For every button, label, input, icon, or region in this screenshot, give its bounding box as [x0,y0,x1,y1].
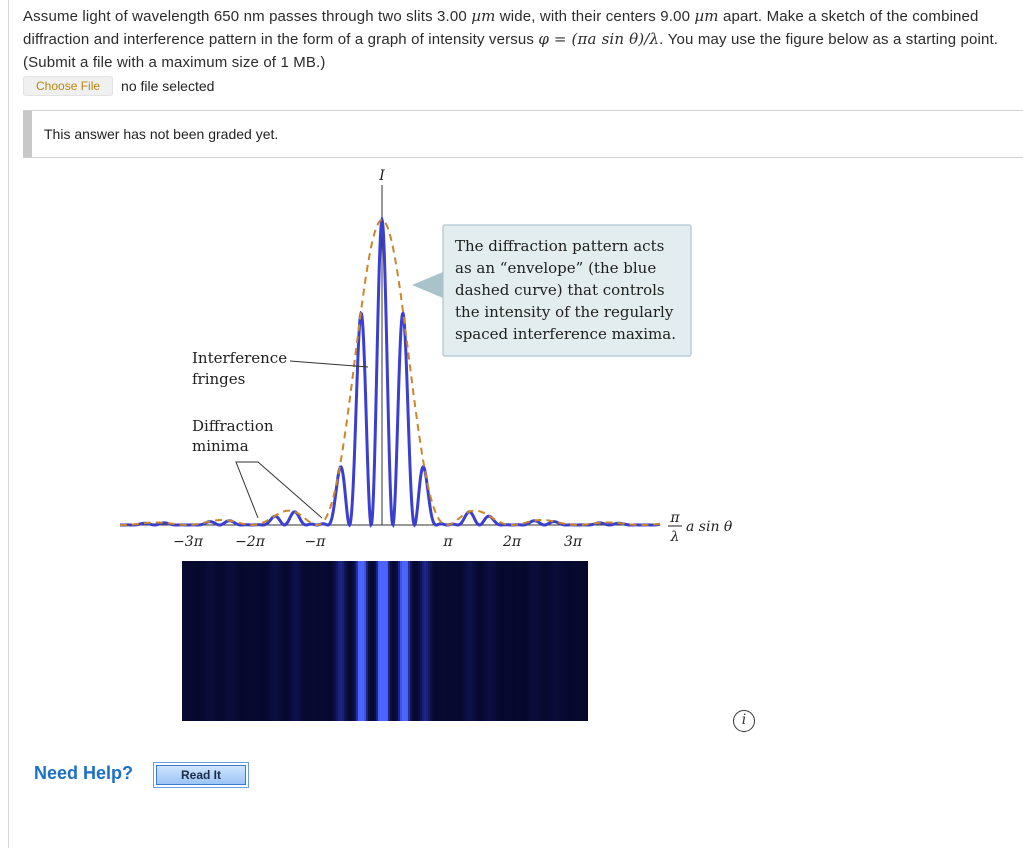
fringe-strip-band [278,561,280,721]
fringe-strip-band [216,561,218,721]
fringe-strip-band [230,561,232,721]
fringe-strip-band [246,561,248,721]
tick-label-2pi: 2π [502,534,522,550]
fringe-strip-band [502,561,504,721]
fringe-strip-band [380,561,382,721]
fringe-strip-band [208,561,210,721]
fringe-strip-band [222,561,224,721]
callout-line-1: The diffraction pattern acts [455,237,665,255]
fringe-strip-band [360,561,362,721]
fringe-strip-band [566,561,568,721]
fringe-strip-band [256,561,258,721]
fringe-strip-band [280,561,282,721]
fringe-strip-band [570,561,572,721]
fringe-strip-band [284,561,286,721]
fringe-strip-band [228,561,230,721]
callout-line-4: the intensity of the regularly [455,303,674,321]
fringe-strip-band [586,561,588,721]
fringe-strip-band [528,561,530,721]
fringe-strip-band [434,561,436,721]
fringe-strip-band [562,561,564,721]
fringe-strip-band [192,561,194,721]
fringe-strip-band [364,561,366,721]
fringe-strip-band [406,561,408,721]
tick-label-neg3pi: −3π [173,534,203,550]
fringe-strip-band [224,561,226,721]
fringe-strip-band [282,561,284,721]
fringe-strip-band [424,561,426,721]
fringe-strip-band [384,561,386,721]
fringe-strip-band [552,561,554,721]
fringe-strip-band [408,561,410,721]
fringe-strip-band [582,561,584,721]
tick-label-neg2pi: −2π [235,534,265,550]
fringe-strip-band [340,561,342,721]
fringe-strip-band [398,561,400,721]
fringe-strip-band [494,561,496,721]
fringe-strip-band [444,561,446,721]
read-it-label: Read It [156,765,246,785]
fringe-strip-band [506,561,508,721]
fringe-strip-band [190,561,192,721]
fringe-strip-band [292,561,294,721]
fringe-strip-band [576,561,578,721]
fringe-strip-band [584,561,586,721]
fringe-strip-band [320,561,322,721]
fringe-strip-band [530,561,532,721]
fringe-strip-band [304,561,306,721]
fringe-strip-band [418,561,420,721]
fringe-strip-band [206,561,208,721]
fringe-strip-band [272,561,274,721]
fringe-strip-band [310,561,312,721]
fringe-strip-band [466,561,468,721]
fringe-strip-band [254,561,256,721]
x-axis-label-den: λ [670,529,680,545]
fringe-strip-band [488,561,490,721]
fringe-strip-band [326,561,328,721]
fringe-strip-band [524,561,526,721]
fringe-strip-band [296,561,298,721]
fringe-strip-band [356,561,358,721]
fringe-strip-band [536,561,538,721]
fringe-strip-band [212,561,214,721]
fringe-strip-band [344,561,346,721]
fringe-strip-band [568,561,570,721]
fringe-strip-band [388,561,390,721]
fringe-strip-band [368,561,370,721]
fringe-strip-band [404,561,406,721]
fringe-strip-band [442,561,444,721]
fringe-strip-band [350,561,352,721]
fringe-strip-band [374,561,376,721]
fringe-strip-band [564,561,566,721]
fringe-strip-band [438,561,440,721]
fringe-strip-band [578,561,580,721]
fringe-strip-band [218,561,220,721]
fringe-strip-band [422,561,424,721]
need-help-label: Need Help? [34,763,134,783]
fringe-strip-band [478,561,480,721]
y-axis-label: I [379,168,385,184]
fringe-strip-band [232,561,234,721]
fringe-strip-band [470,561,472,721]
fringe-strip-band [430,561,432,721]
fringe-strip-band [556,561,558,721]
fringe-strip-band [240,561,242,721]
fringe-strip-band [538,561,540,721]
fringe-strip-band [354,561,356,721]
fringe-strip-band [504,561,506,721]
fringe-strip-band [464,561,466,721]
fringe-strip-band [382,561,384,721]
fringe-strip-band [188,561,190,721]
fringe-strip-band [234,561,236,721]
callout-line-2: as an “envelope” (the blue [455,259,657,277]
diffraction-label-line-1: Diffraction [192,417,274,435]
fringe-strip-band [436,561,438,721]
fringe-strip-band [264,561,266,721]
fringe-strip-band [204,561,206,721]
fringe-strip-band [540,561,542,721]
fringe-strip-band [244,561,246,721]
fringe-strip-band [394,561,396,721]
fringe-strip-band [288,561,290,721]
interference-label-line-2: fringes [192,370,246,388]
fringe-strip-band [338,561,340,721]
read-it-button[interactable] [153,762,249,788]
fringe-strip-band [214,561,216,721]
fringe-strip-band [312,561,314,721]
fringe-strip-band [458,561,460,721]
fringe-strip-band [336,561,338,721]
fringe-strip-band [290,561,292,721]
fringe-strip-band [184,561,186,721]
fringe-strip-band [324,561,326,721]
fringe-strip-band [370,561,372,721]
fringe-strip-band [238,561,240,721]
diffraction-leader-lines [236,462,322,518]
fringe-strip-band [198,561,200,721]
fringe-strip-band [260,561,262,721]
tick-label-3pi: 3π [563,534,583,550]
fringe-strip-band [426,561,428,721]
fringe-strip-band [330,561,332,721]
fringe-strip-band [378,561,380,721]
fringe-strip-band [322,561,324,721]
fringe-strip-band [532,561,534,721]
fringe-strip-band [302,561,304,721]
fringe-strip-band [366,561,368,721]
fringe-strip-band [276,561,278,721]
fringe-strip-band [574,561,576,721]
fringe-strip-band [474,561,476,721]
fringe-strip-band [492,561,494,721]
fringe-strip-band [482,561,484,721]
fringe-strip-band [554,561,556,721]
fringe-strip-band [220,561,222,721]
fringe-strip-band [390,561,392,721]
callout-line-5: spaced interference maxima. [455,325,676,343]
callout-line-3: dashed curve) that controls [455,281,665,299]
fringe-strip-band [306,561,308,721]
fringe-strip-band [186,561,188,721]
question-text: Assume light of wavelength 650 nm passes through two slits 3.00 µm wide, with their centers 9.00 µm apart. Make a sketch of the combined diffraction and interference pattern in the form of a graph of intensity versus φ = (πa sin θ)/λ. You may use the figure below as a starting point. (Submit a file with a maximum size of 1 MB.) [23,7,999,71]
fringe-strip-band [358,561,360,721]
fringe-strip-band [210,561,212,721]
fringe-strip-band [548,561,550,721]
fringe-strip-band [486,561,488,721]
fringe-strip-band [346,561,348,721]
fringe-strip-band [376,561,378,721]
fringe-strip-band [550,561,552,721]
fringe-strip-band [484,561,486,721]
fringe-strip-band [420,561,422,721]
fringe-strip-band [452,561,454,721]
unit-mu-2: µm [694,7,719,25]
x-axis-label-suffix: a sin θ [686,519,733,535]
fringe-strip-band [248,561,250,721]
fringe-strip-band [450,561,452,721]
fringe-strip-band [454,561,456,721]
fringe-strip-band [250,561,252,721]
fringe-strip-band [372,561,374,721]
diffraction-label-line-2: minima [192,437,249,455]
fringe-strip-band [328,561,330,721]
fringe-strip-band [526,561,528,721]
phi-formula: φ = (πa sin θ)/λ [538,30,660,48]
fringe-strip-band [432,561,434,721]
fringe-strip-band [270,561,272,721]
fringe-strip-band [534,561,536,721]
fringe-strip-band [294,561,296,721]
fringe-strip-band [416,561,418,721]
info-icon[interactable]: i [733,710,755,732]
fringe-strip-band [516,561,518,721]
fringe-strip-band [236,561,238,721]
fringe-strip-band [242,561,244,721]
fringe-strip-band [274,561,276,721]
fringe-strip-band [514,561,516,721]
fringe-strip-band [546,561,548,721]
fringe-strip-band [194,561,196,721]
fringe-strip-band [480,561,482,721]
fringe-strip-band [560,561,562,721]
fringe-strip-band [200,561,202,721]
tick-label-negpi: −π [304,534,326,550]
fringe-strip-band [510,561,512,721]
fringe-strip-band [500,561,502,721]
fringe-strip-band [572,561,574,721]
fringe-strip-band [362,561,364,721]
fringe-strip-band [308,561,310,721]
fringe-strip-band [386,561,388,721]
fringe-strip-band [316,561,318,721]
fringe-pattern-strip [182,561,588,721]
fringe-strip-band [472,561,474,721]
fringe-strip-band [498,561,500,721]
interference-label-line-1: Interference [192,349,288,367]
x-axis-label-num: π [670,510,680,526]
fringe-strip-band [266,561,268,721]
fringe-strip-band [460,561,462,721]
fringe-strip-band [182,561,184,721]
fringe-strip-band [410,561,412,721]
fringe-strip-band [332,561,334,721]
fringe-strip-band [522,561,524,721]
fringe-strip-band [252,561,254,721]
fringe-strip-band [300,561,302,721]
fringe-strip-band [490,561,492,721]
fringe-strip-band [342,561,344,721]
tick-label-pi: π [443,534,453,550]
file-status: no file selected [121,78,215,94]
fringe-strip-band [348,561,350,721]
fringe-strip-band [392,561,394,721]
fringe-strip-band [318,561,320,721]
fringe-strip-band [428,561,430,721]
fringe-strip-band [542,561,544,721]
fringe-strip-band [468,561,470,721]
fringe-strip-band [226,561,228,721]
fringe-strip-band [414,561,416,721]
fringe-strip-band [286,561,288,721]
fringe-strip-band [412,561,414,721]
fringe-strip-band [476,561,478,721]
fringe-strip-band [440,561,442,721]
fringe-strip-band [396,561,398,721]
fringe-strip-band [496,561,498,721]
fringe-strip-band [512,561,514,721]
fringe-strip-band [334,561,336,721]
fringe-strip-band [580,561,582,721]
fringe-strip-band [298,561,300,721]
fringe-strip-band [446,561,448,721]
fringe-strip-band [202,561,204,721]
fringe-strip-band [518,561,520,721]
fringe-strip-band [448,561,450,721]
fringe-strip-band [314,561,316,721]
fringe-strip-band [262,561,264,721]
fringe-strip-band [268,561,270,721]
fringe-strip-band [558,561,560,721]
fringe-strip-band [508,561,510,721]
choose-file-button[interactable]: Choose File [23,76,113,96]
fringe-strip-band [402,561,404,721]
fringe-strip-band [258,561,260,721]
fringe-strip-band [462,561,464,721]
callout-pointer [412,272,443,298]
fringe-strip-band [400,561,402,721]
fringe-strip-band [520,561,522,721]
fringe-strip-band [196,561,198,721]
graded-message: This answer has not been graded yet. [44,126,279,142]
fringe-strip-band [456,561,458,721]
fringe-strip-band [352,561,354,721]
fringe-strip-band [544,561,546,721]
